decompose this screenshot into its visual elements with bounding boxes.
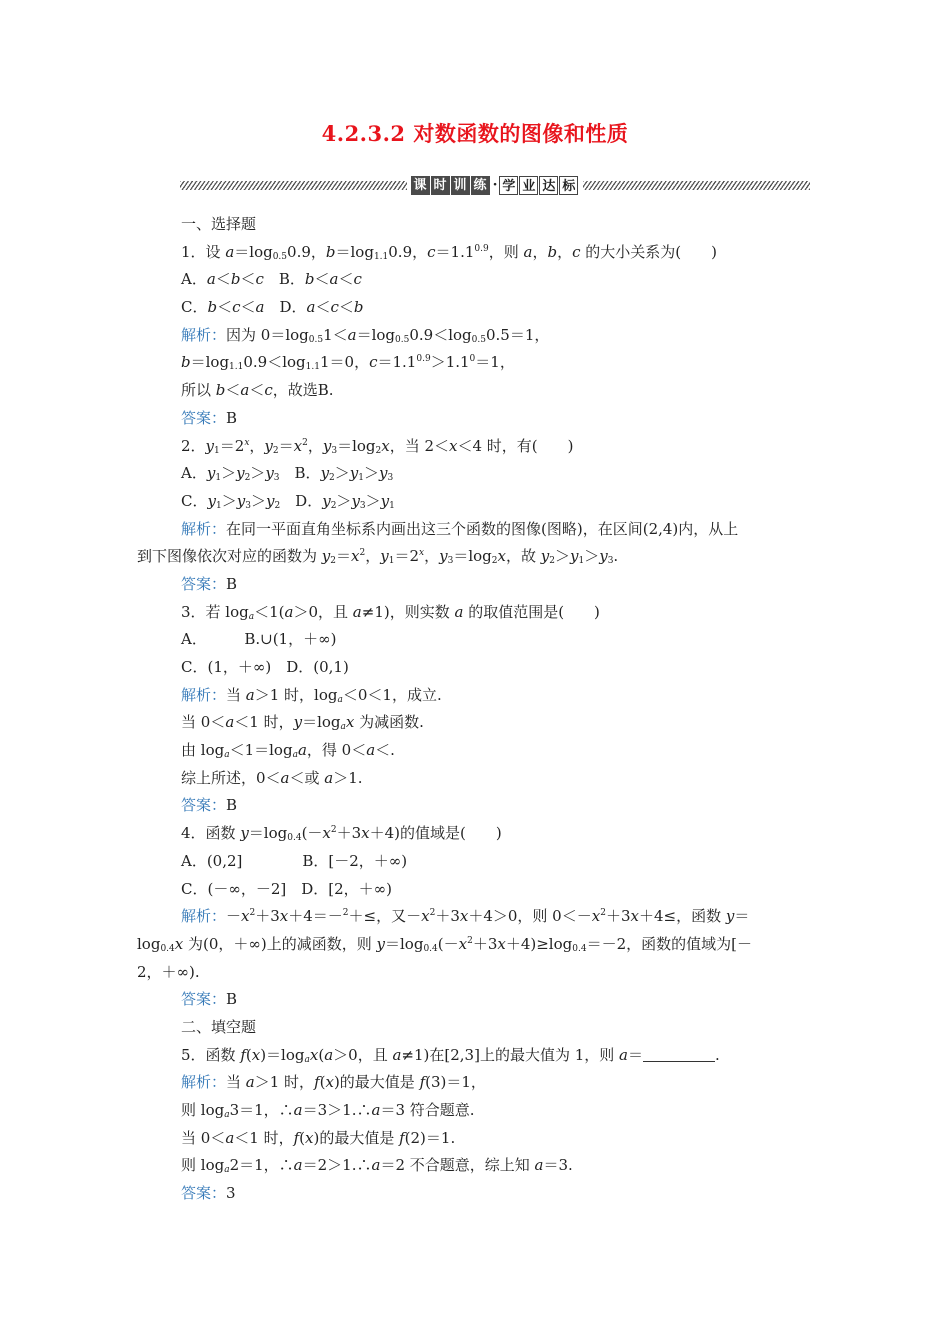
banner-char: 课 — [411, 176, 430, 195]
q1-options-ab: A．a＜b＜c B．b＜a＜c — [181, 270, 362, 289]
page-title: 4.2.3.2 对数函数的图像和性质 — [321, 121, 629, 146]
answer-label: 答案： — [181, 990, 227, 1009]
answer-value: B — [226, 574, 238, 593]
solution-label: 解析： — [181, 907, 227, 926]
banner-char: 练 — [471, 176, 490, 195]
q2-stem: 2．$y_1=2^x$，$y_2=x^2$，$y_3=\log_2x$，当 2＜x＜4 时，有( ) — [181, 436, 574, 456]
q1-stem: 1．设 $a=\log_{0.5}0.9$，$b=\log_{1.1}0.9$，$c=1.1^{0.9}$，则 a，b，c 的大小关系为( ) — [181, 242, 717, 262]
q5-answer — [137, 1180, 815, 1208]
solution-label: 解析： — [181, 1073, 227, 1092]
banner-char: 训 — [451, 176, 470, 195]
q5-solution: 解析：当 a＞1 时，f(x)的最大值是 f(3)＝1， — [181, 1073, 486, 1092]
banner-hatch-right — [583, 181, 810, 190]
q3-solution-line: 综上所述，0＜a＜或 a＞1. — [181, 768, 363, 787]
answer-value: 3 — [226, 1184, 236, 1203]
answer-label: 答案： — [181, 574, 227, 593]
q4-options-ab: A．(0,2] B．[－2，＋∞) — [181, 851, 408, 870]
answer-value: B — [226, 408, 238, 427]
q4-solution: 解析：$-x^2+3x+4=-^2+\le$，又$-x^2+3x+4>0$，则 $0<-x^2+3x+4\le$，函数 y＝ — [181, 907, 750, 926]
q3-solution-line: 当 0＜a＜1 时，$y=\log_ax$ 为减函数. — [181, 713, 424, 733]
q3-answer — [137, 792, 815, 820]
q5-stem: 5．函数 $f(x)=\log_ax(a>0$，且 a≠1)在[2,3]上的最大值为 1，则 a＝ . — [181, 1045, 720, 1065]
answer-label: 答案： — [181, 796, 227, 815]
q2-options-cd: C．$y_1>y_3>y_2$ D．$y_2>y_3>y_1$ — [181, 491, 395, 511]
solution-label: 解析： — [181, 325, 227, 344]
q3-stem: 3．若 $\log_a<1(a>0$，且 a≠1)，则实数 a 的取值范围是( ) — [181, 602, 600, 622]
q4-solution-line: $\log_{0.4}x$ 为(0，＋∞)上的减函数，则 $y=\log_{0.4}(-x^2+3x+4)\ge\log_{0.4}=-2$，函数的值域为[－ — [137, 934, 752, 954]
q4-options-cd: C．(－∞，－2] D．[2，＋∞) — [181, 879, 392, 898]
section-heading: 一、选择题 — [181, 215, 257, 233]
q3-solution-line: 由 $\log_a<1=\log_aa$，得 0＜a＜. — [181, 741, 395, 761]
answer-label: 答案： — [181, 1184, 227, 1203]
q4-stem: 4．函数 $y=\log_{0.4}(-x^2+3x+4)$的值域是( ) — [181, 824, 502, 844]
q4-solution-line: 2，＋∞). — [137, 962, 200, 981]
banner-char: 达 — [539, 176, 558, 195]
q5-solution-line: 则 $\log_a2=1$，∴a＝2＞1.∴a＝2 不合题意，综上知 a＝3. — [181, 1156, 573, 1176]
banner-hatch-left — [180, 181, 407, 190]
solution-label: 解析： — [181, 685, 227, 704]
q5-solution-line: 当 0＜a＜1 时，f(x)的最大值是 f(2)＝1. — [181, 1128, 456, 1147]
q2-answer — [137, 571, 815, 599]
q4-answer — [137, 986, 815, 1014]
answer-label: 答案： — [181, 408, 227, 427]
banner-char: 标 — [559, 176, 578, 195]
q2-options-ab: A．$y_1>y_2>y_3$ B．$y_2>y_1>y_3$ — [181, 464, 394, 484]
q1-solution: 解析：因为 $0=\log_{0.5}1<a=\log_{0.5}0.9<\log_{0.5}0.5=1$， — [181, 325, 550, 345]
q1-answer — [137, 405, 815, 433]
q3-solution: 解析：当 a＞1 时，$\log_a<0<1$，成立. — [181, 685, 442, 705]
banner-char: 业 — [519, 176, 538, 195]
banner-char: 学 — [499, 176, 518, 195]
q3-options-ab: A． B.∪(1，＋∞) — [181, 630, 337, 649]
banner-label — [411, 176, 580, 195]
banner-char: 时 — [431, 176, 450, 195]
q2-solution-line: 到下图像依次对应的函数为 $y_2=x^2$，$y_1=2^x$，$y_3=\log_2x$，故 $y_2>y_1>y_3$. — [137, 547, 619, 567]
fill-blank — [643, 1047, 715, 1062]
q1-solution-line: $b=\log_{1.1}0.9<\log_{1.1}1=0$，$c=1.1^{0.9}>1.1^0=1$， — [181, 353, 515, 373]
answer-value: B — [226, 990, 238, 1009]
solution-label: 解析： — [181, 519, 227, 538]
q2-solution: 解析：在同一平面直角坐标系内画出这三个函数的图像(图略)，在区间(2,4)内，从上 — [181, 519, 739, 538]
q3-options-cd: C．(1，＋∞) D．(0,1) — [181, 658, 349, 676]
answer-value: B — [226, 796, 238, 815]
q1-solution-line: 所以 b＜a＜c，故选B. — [181, 381, 334, 400]
banner-dot: · — [492, 177, 498, 193]
q5-solution-line: 则 $\log_a3=1$，∴a＝3＞1.∴a＝3 符合题意. — [181, 1101, 475, 1120]
document-body — [137, 211, 815, 1208]
q1-options-cd: C．b＜c＜a D．a＜c＜b — [181, 298, 364, 317]
section-heading: 二、填空题 — [181, 1017, 257, 1036]
section-banner — [180, 175, 810, 195]
